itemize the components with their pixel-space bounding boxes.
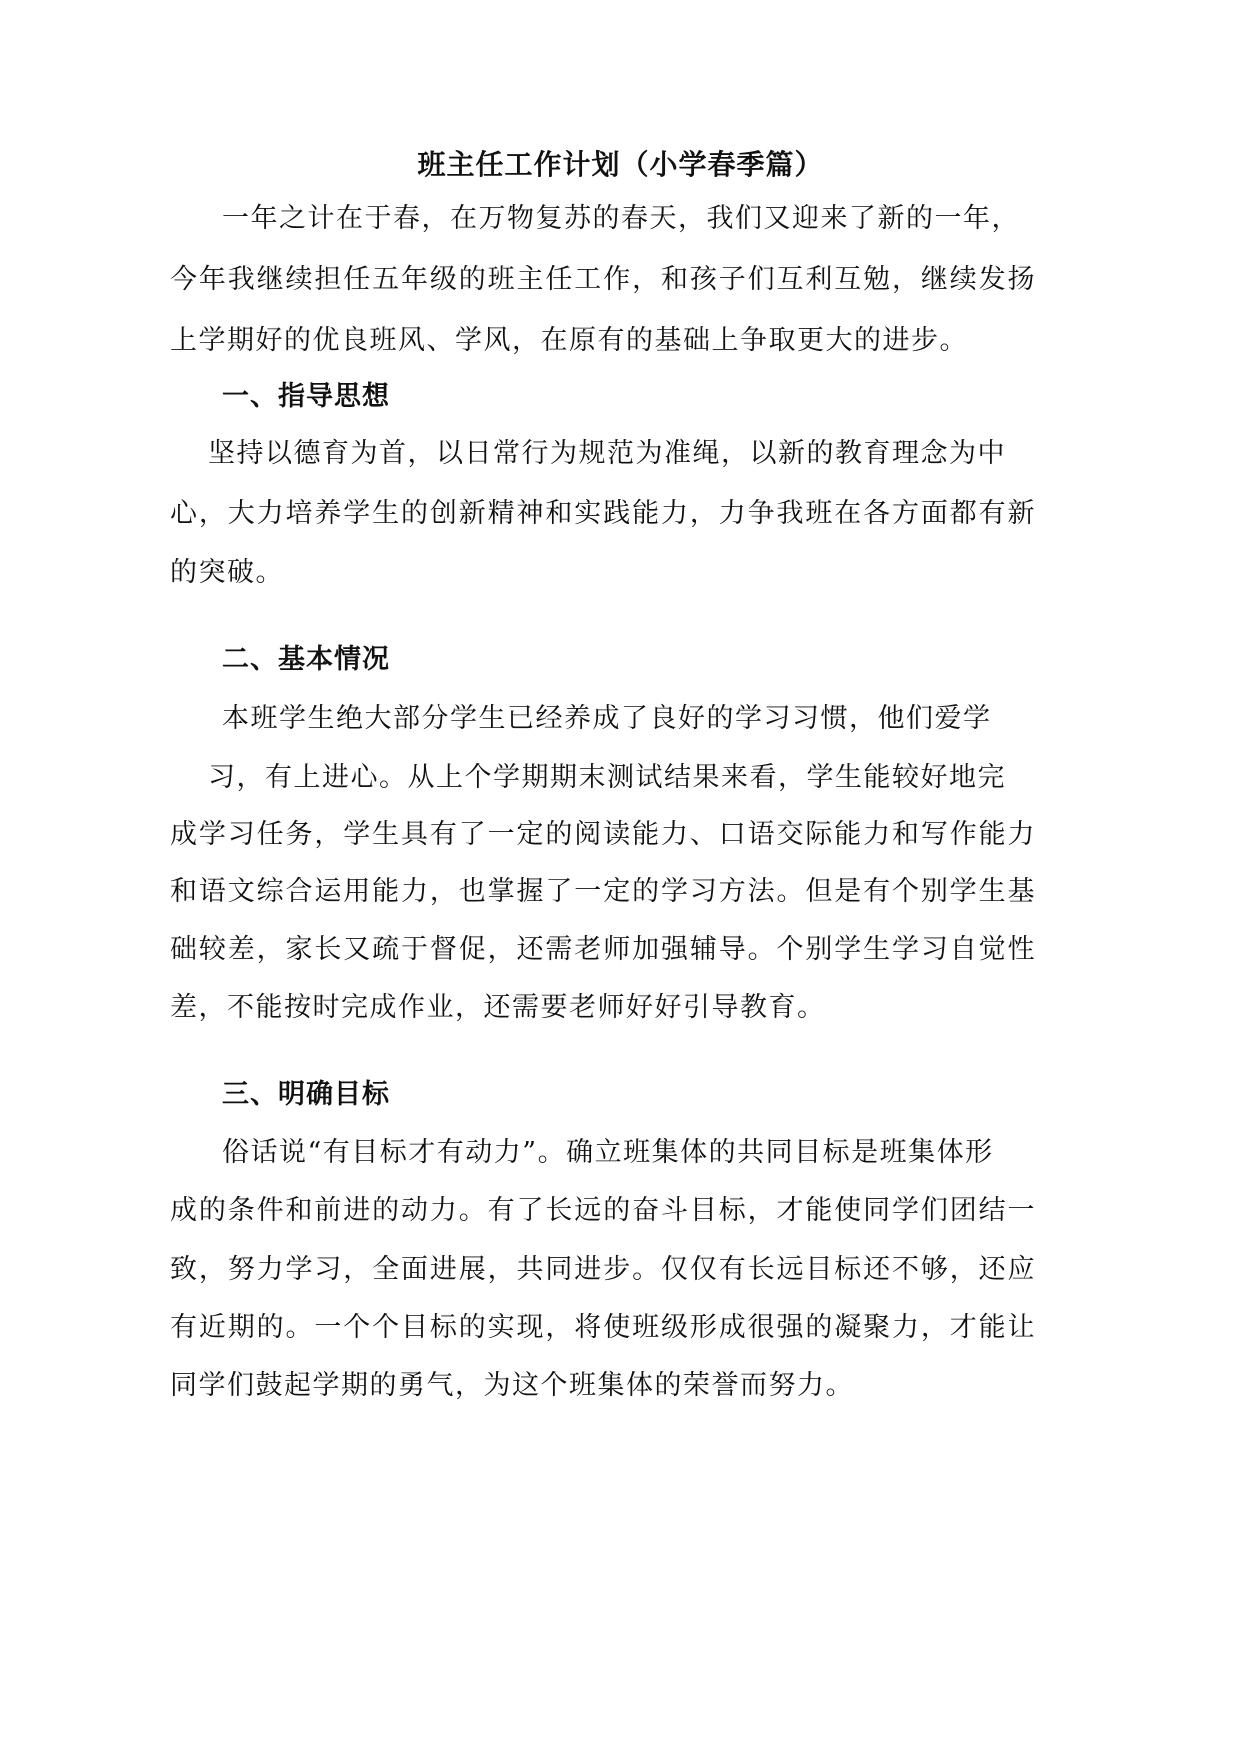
section-heading-clear-goals: 三、明确目标: [222, 1079, 390, 1110]
section-heading-guiding-ideology: 一、指导思想: [222, 381, 390, 412]
intro-line-1: 一年之计在于春，在万物复苏的春天，我们又迎来了新的一年，: [222, 203, 1020, 234]
section-2-line-5: 础较差，家长又疏于督促，还需老师加强辅导。个别学生学习自觉性: [170, 934, 1036, 965]
section-3-line-1: 俗话说“有目标才有动力”。确立班集体的共同目标是班集体形: [222, 1137, 994, 1168]
section-3-line-4: 有近期的。一个个目标的实现，将使班级形成很强的凝聚力，才能让: [170, 1312, 1036, 1343]
section-3-line-5: 同学们鼓起学期的勇气，为这个班集体的荣誉而努力。: [170, 1370, 854, 1401]
section-2-line-2: 习，有上进心。从上个学期期末测试结果来看，学生能较好地完: [208, 762, 1006, 793]
section-1-line-3: 的突破。: [170, 557, 284, 588]
section-2-line-1: 本班学生绝大部分学生已经养成了良好的学习习惯，他们爱学: [222, 703, 992, 734]
section-3-line-3: 致，努力学习，全面进展，共同进步。仅仅有长远目标还不够，还应: [170, 1254, 1036, 1285]
section-2-line-3: 成学习任务，学生具有了一定的阅读能力、口语交际能力和写作能力: [170, 819, 1036, 850]
intro-line-2: 今年我继续担任五年级的班主任工作，和孩子们互利互勉，继续发扬: [170, 264, 1036, 295]
section-1-line-2: 心，大力培养学生的创新精神和实践能力，力争我班在各方面都有新: [170, 498, 1036, 529]
section-1-line-1: 坚持以德育为首，以日常行为规范为准绳，以新的教育理念为中: [208, 438, 1006, 469]
document-title: 班主任工作计划（小学春季篇）: [417, 148, 824, 181]
section-3-line-2: 成的条件和前进的动力。有了长远的奋斗目标，才能使同学们团结一: [170, 1195, 1036, 1226]
section-heading-basic-situation: 二、基本情况: [222, 644, 390, 675]
intro-line-3: 上学期好的优良班风、学风，在原有的基础上争取更大的进步。: [170, 325, 968, 356]
section-2-line-4: 和语文综合运用能力，也掌握了一定的学习方法。但是有个别学生基: [170, 876, 1036, 907]
section-2-line-6: 差，不能按时完成作业，还需要老师好好引导教育。: [170, 992, 826, 1023]
